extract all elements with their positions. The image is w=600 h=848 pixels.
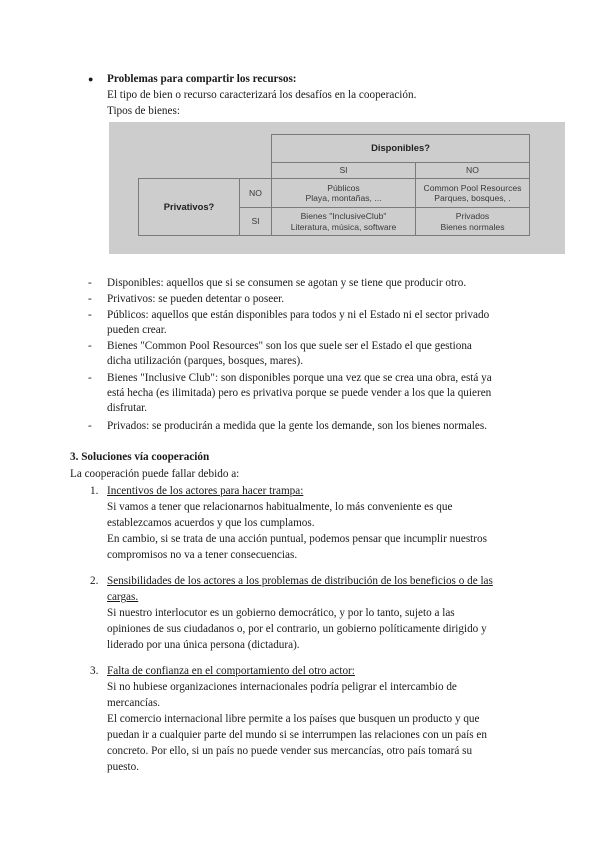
list-dash: -	[88, 309, 92, 321]
item-line: concreto. Por ello, si un país no puede vender sus mercancías, otro país tomará su	[107, 745, 473, 757]
item-number: 1.	[90, 485, 99, 497]
item-title: Incentivos de los actores para hacer trampa:	[107, 485, 304, 497]
list-item: Privados: se producirán a medida que la gente los demande, son los bienes normales.	[107, 420, 487, 432]
item-line: establezcamos acuerdos y que los cumplamos.	[107, 517, 315, 529]
list-dash: -	[88, 372, 92, 384]
cell-examples: Literatura, música, software	[290, 221, 397, 232]
item-line: mercancías.	[107, 697, 161, 709]
cell-examples: Bienes normales	[440, 221, 505, 232]
item-title: Sensibilidades de los actores a los problemas de distribución de los beneficios o de las	[107, 575, 493, 587]
item-title: Falta de confianza en el comportamiento del otro actor:	[107, 665, 355, 677]
list-item: Públicos: aquellos que están disponibles para todos y ni el Estado ni el sector privado	[107, 309, 490, 321]
table-cell-inclusive-club	[271, 207, 416, 236]
table-cell-common-pool	[415, 178, 530, 208]
list-item: Disponibles: aquellos que si se consumen se agotan y se tiene que producir otro.	[107, 277, 467, 289]
list-item-cont: pueden crear.	[107, 324, 167, 336]
list-item-cont: disfrutar.	[107, 402, 148, 414]
paragraph-line: El tipo de bien o recurso caracterizará los desafíos en la cooperación.	[107, 89, 417, 101]
section-title: Problemas para compartir los recursos:	[107, 73, 297, 85]
section-heading: 3. Soluciones vía cooperación	[70, 451, 210, 463]
table-col-si: SI	[271, 162, 416, 179]
table-cell-publicos	[271, 178, 416, 208]
cell-title: Bienes "InclusiveClub"	[300, 211, 387, 221]
list-dash: -	[88, 293, 92, 305]
item-number: 3.	[90, 665, 99, 677]
item-line: puedan ir a cualquier parte del mundo si se interrumpen las relaciones con un país en	[107, 729, 487, 741]
list-item: Bienes "Common Pool Resources" son los que suele ser el Estado el que gestiona	[107, 340, 472, 352]
list-item: Bienes "Inclusive Club": son disponibles porque una vez que se crea una obra, está ya	[107, 372, 492, 384]
list-dash: -	[88, 340, 92, 352]
table-col-header: Disponibles?	[271, 134, 530, 163]
table-row-header: Privativos?	[138, 178, 240, 236]
item-number: 2.	[90, 575, 99, 587]
list-item: Privativos: se pueden detentar o poseer.	[107, 293, 285, 305]
cell-examples: Parques, bosques, .	[434, 193, 511, 203]
bullet-icon: ●	[88, 74, 94, 84]
item-line: Si nuestro interlocutor es un gobierno democrático, y por lo tanto, sujeto a las	[107, 607, 455, 619]
item-title-cont: cargas.	[107, 591, 139, 603]
cell-title: Common Pool Resources	[423, 182, 522, 193]
list-dash: -	[88, 277, 92, 289]
cell-examples: Playa, montañas, ...	[305, 193, 382, 203]
paragraph-line: Tipos de bienes:	[107, 105, 180, 117]
list-item-cont: dicha utilización (parques, bosques, mares).	[107, 355, 304, 367]
cell-title: Privados	[455, 211, 490, 221]
item-line: liderado por una única persona (dictadura).	[107, 639, 300, 651]
table-row-si: SI	[239, 207, 272, 236]
table-col-no: NO	[415, 162, 530, 179]
item-line: En cambio, si se trata de una acción puntual, podemos pensar que incumplir nuestros	[107, 533, 487, 545]
table-row-no: NO	[239, 178, 272, 208]
item-line: compromisos no va a tener consecuencias.	[107, 549, 298, 561]
item-line: Si no hubiese organizaciones internacionales podría peligrar el intercambio de	[107, 681, 457, 693]
list-dash: -	[88, 420, 92, 432]
item-line: puesto.	[107, 761, 140, 773]
item-line: Si vamos a tener que relacionarnos habitualmente, lo más conveniente es que	[107, 501, 453, 513]
goods-table-figure	[109, 122, 565, 254]
list-item-cont: está hecha (es ilimitada) pero es privativa porque se puede vender a los que la quieren	[107, 387, 492, 399]
item-line: opiniones de sus ciudadanos o, por el contrario, un gobierno políticamente dirigido y	[107, 623, 487, 635]
item-line: El comercio internacional libre permite a los países que busquen un producto y que	[107, 713, 480, 725]
cell-title: Públicos	[327, 182, 360, 193]
section-intro: La cooperación puede fallar debido a:	[70, 468, 240, 480]
table-cell-privados	[415, 207, 530, 236]
